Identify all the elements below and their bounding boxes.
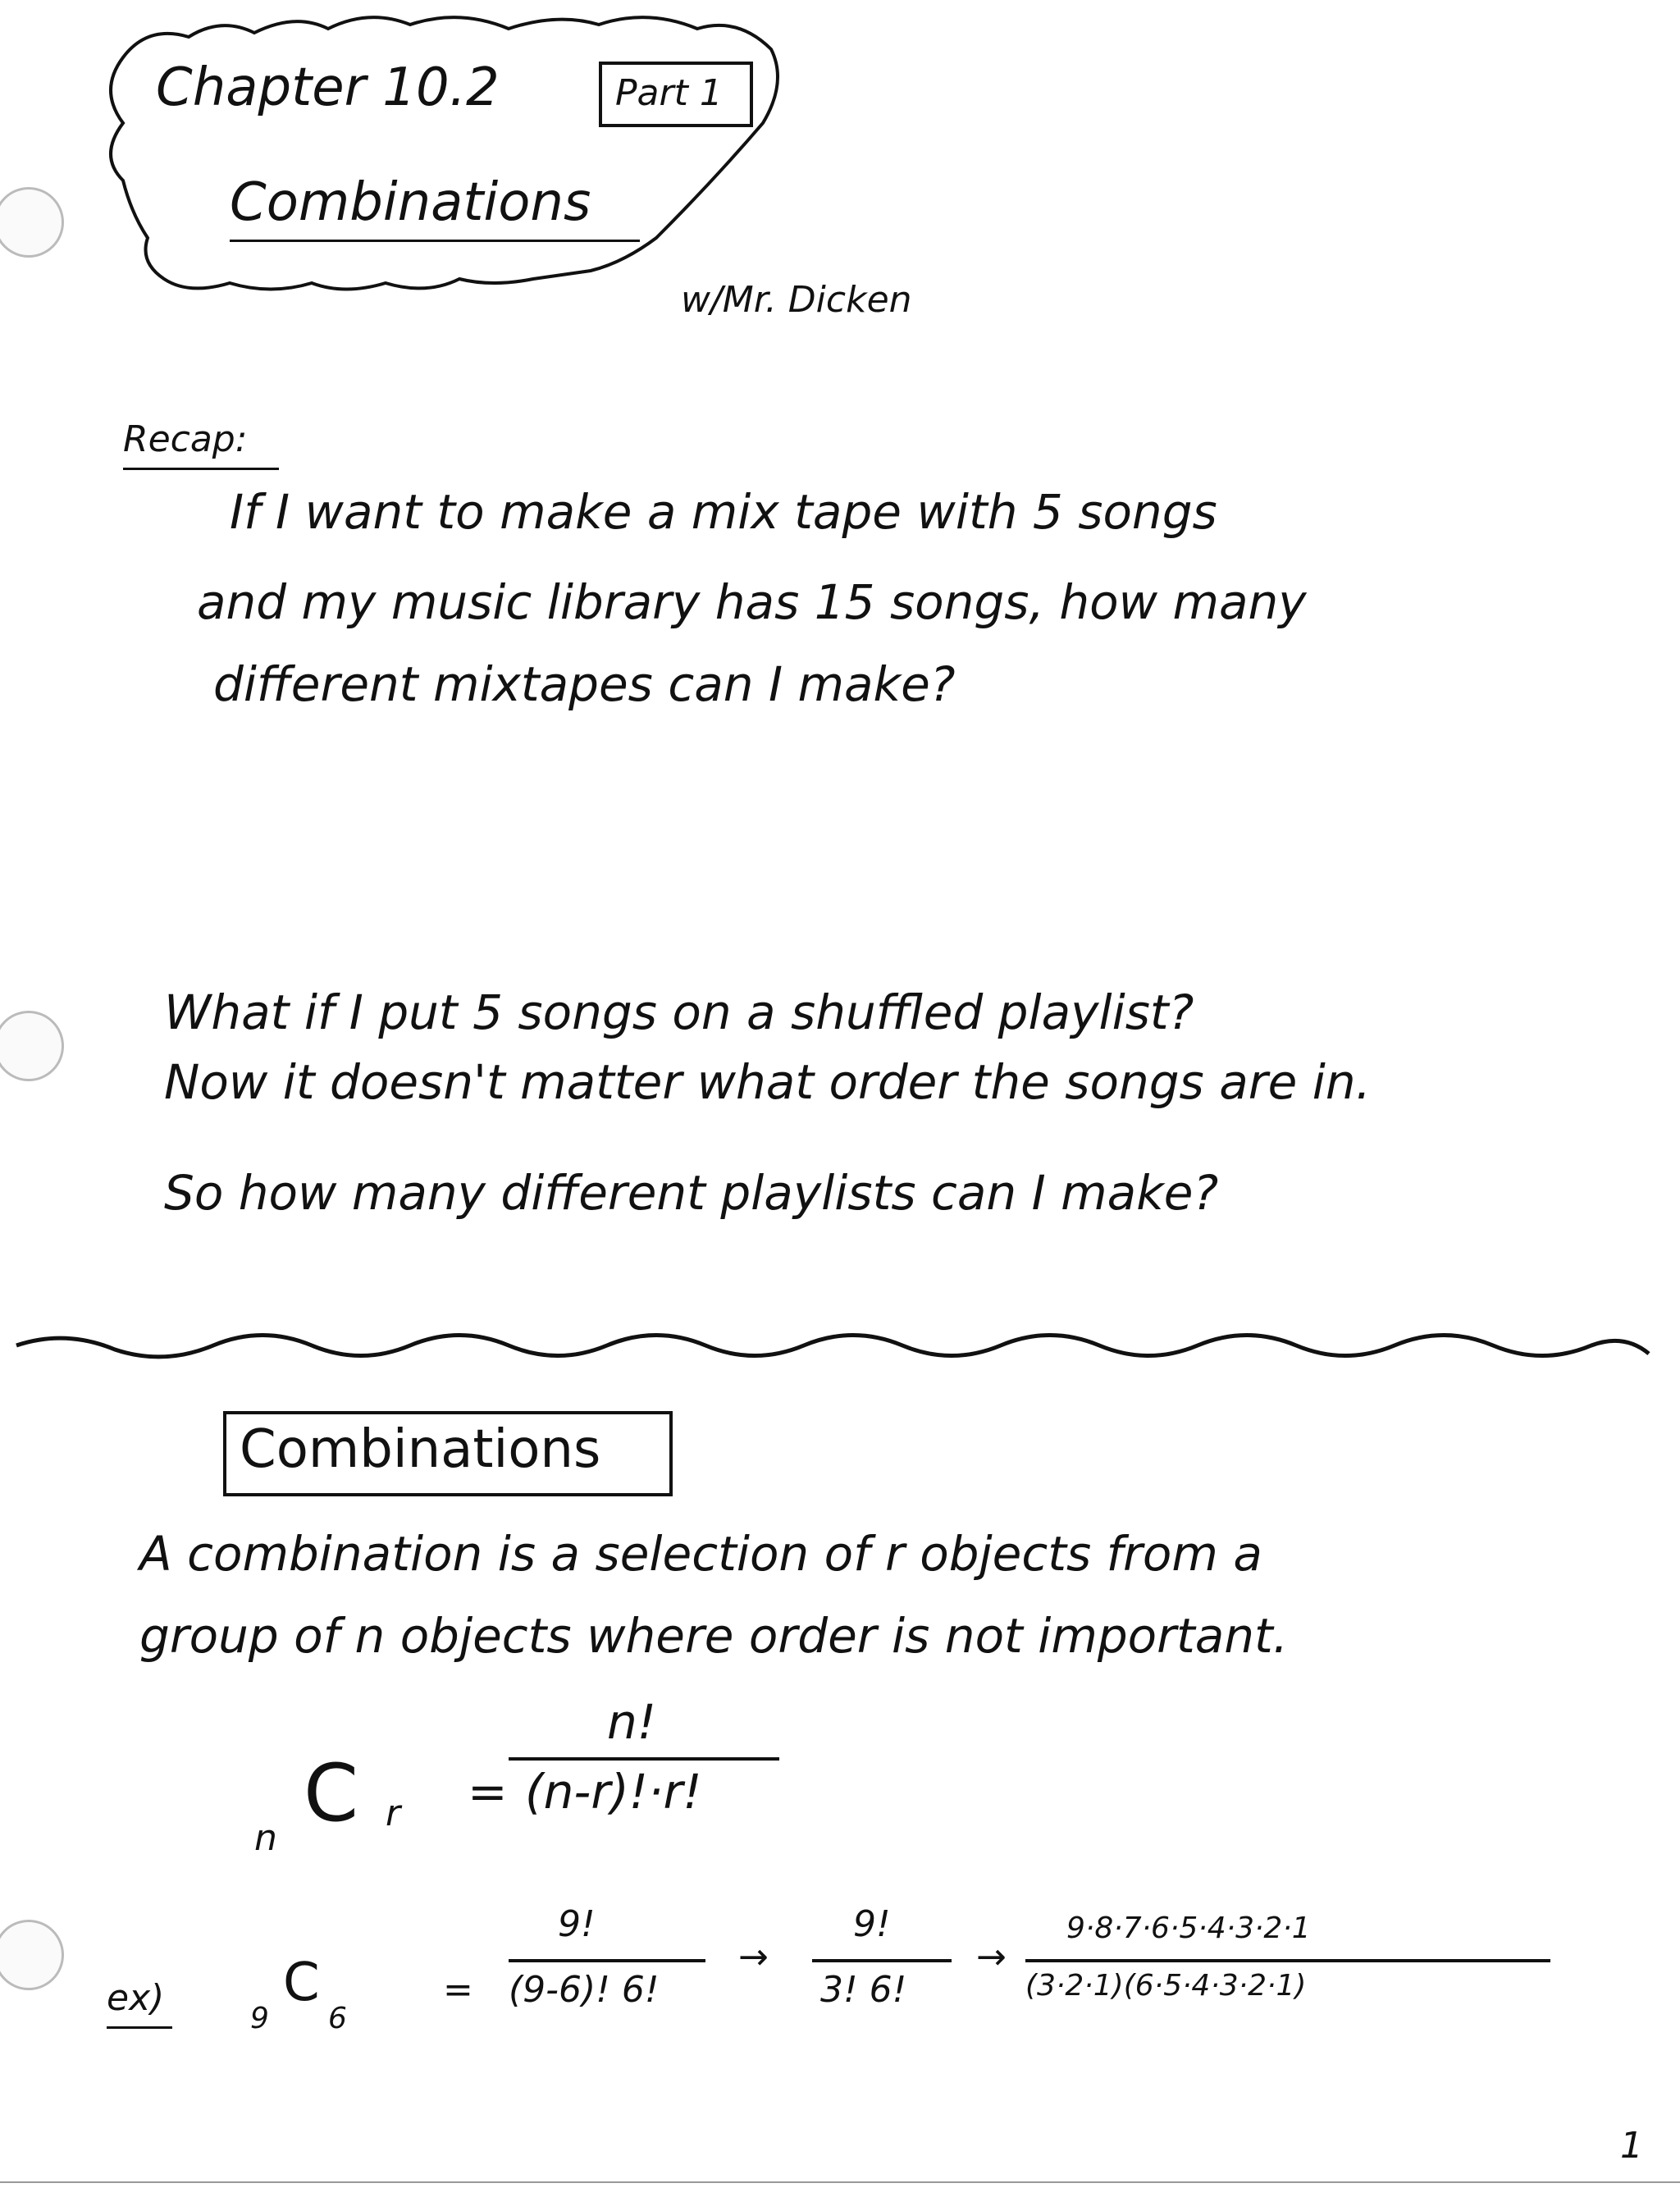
definition-line-1: A combination is a selection of r objects from a: [139, 1526, 1262, 1582]
example-frac2-num: 9!: [853, 1903, 891, 1945]
example-label-underline: [107, 2026, 172, 2029]
wavy-separator: [16, 1336, 1649, 1357]
playlist-line-2: Now it doesn't matter what order the songs are in.: [164, 1054, 1372, 1110]
formula-pre-n: n: [254, 1817, 277, 1859]
part-label: Part 1: [615, 72, 723, 114]
example-frac3-num: 9·8·7·6·5·4·3·2·1: [1066, 1911, 1311, 1945]
example-frac1-num: 9!: [558, 1903, 596, 1945]
example-frac3-bar: [1025, 1959, 1550, 1962]
formula-c: C: [304, 1747, 359, 1839]
playlist-line-3: So how many different playlists can I make?: [164, 1165, 1219, 1221]
recap-label: Recap:: [123, 418, 248, 460]
example-frac1-bar: [509, 1959, 705, 1962]
example-equals: =: [443, 1969, 473, 2011]
example-label: ex): [107, 1977, 165, 2019]
definition-heading: Combinations: [240, 1419, 601, 1480]
author-label: w/Mr. Dicken: [681, 279, 912, 321]
example-frac3-den: (3·2·1)(6·5·4·3·2·1): [1025, 1969, 1307, 2003]
definition-line-2: group of n objects where order is not important.: [139, 1608, 1289, 1664]
recap-line-3: different mixtapes can I make?: [213, 656, 956, 712]
example-frac1-den: (9-6)! 6!: [509, 1969, 660, 2011]
subtitle-underline: [230, 240, 640, 242]
example-c: C: [283, 1953, 320, 2013]
page-subtitle: Combinations: [230, 172, 591, 233]
formula-equals: =: [468, 1764, 508, 1820]
example-pre: 9: [250, 2002, 269, 2035]
formula-numerator: n!: [607, 1694, 657, 1750]
formula-denominator: (n-r)!·r!: [525, 1764, 702, 1820]
example-frac2-bar: [812, 1959, 952, 1962]
recap-line-2: and my music library has 15 songs, how many: [197, 574, 1307, 630]
page-number: 1: [1620, 2125, 1643, 2167]
recap-line-1: If I want to make a mix tape with 5 songs: [230, 484, 1217, 540]
recap-underline: [123, 468, 279, 470]
example-arrow-2: →: [976, 1936, 1007, 1978]
formula-sub-r: r: [386, 1793, 401, 1834]
formula-fraction-bar: [509, 1757, 779, 1761]
page-title: Chapter 10.2: [156, 57, 500, 118]
example-frac2-den: 3! 6!: [820, 1969, 907, 2011]
example-sub: 6: [328, 2002, 347, 2035]
example-arrow-1: →: [738, 1936, 769, 1978]
playlist-line-1: What if I put 5 songs on a shuffled playlist?: [164, 984, 1194, 1040]
